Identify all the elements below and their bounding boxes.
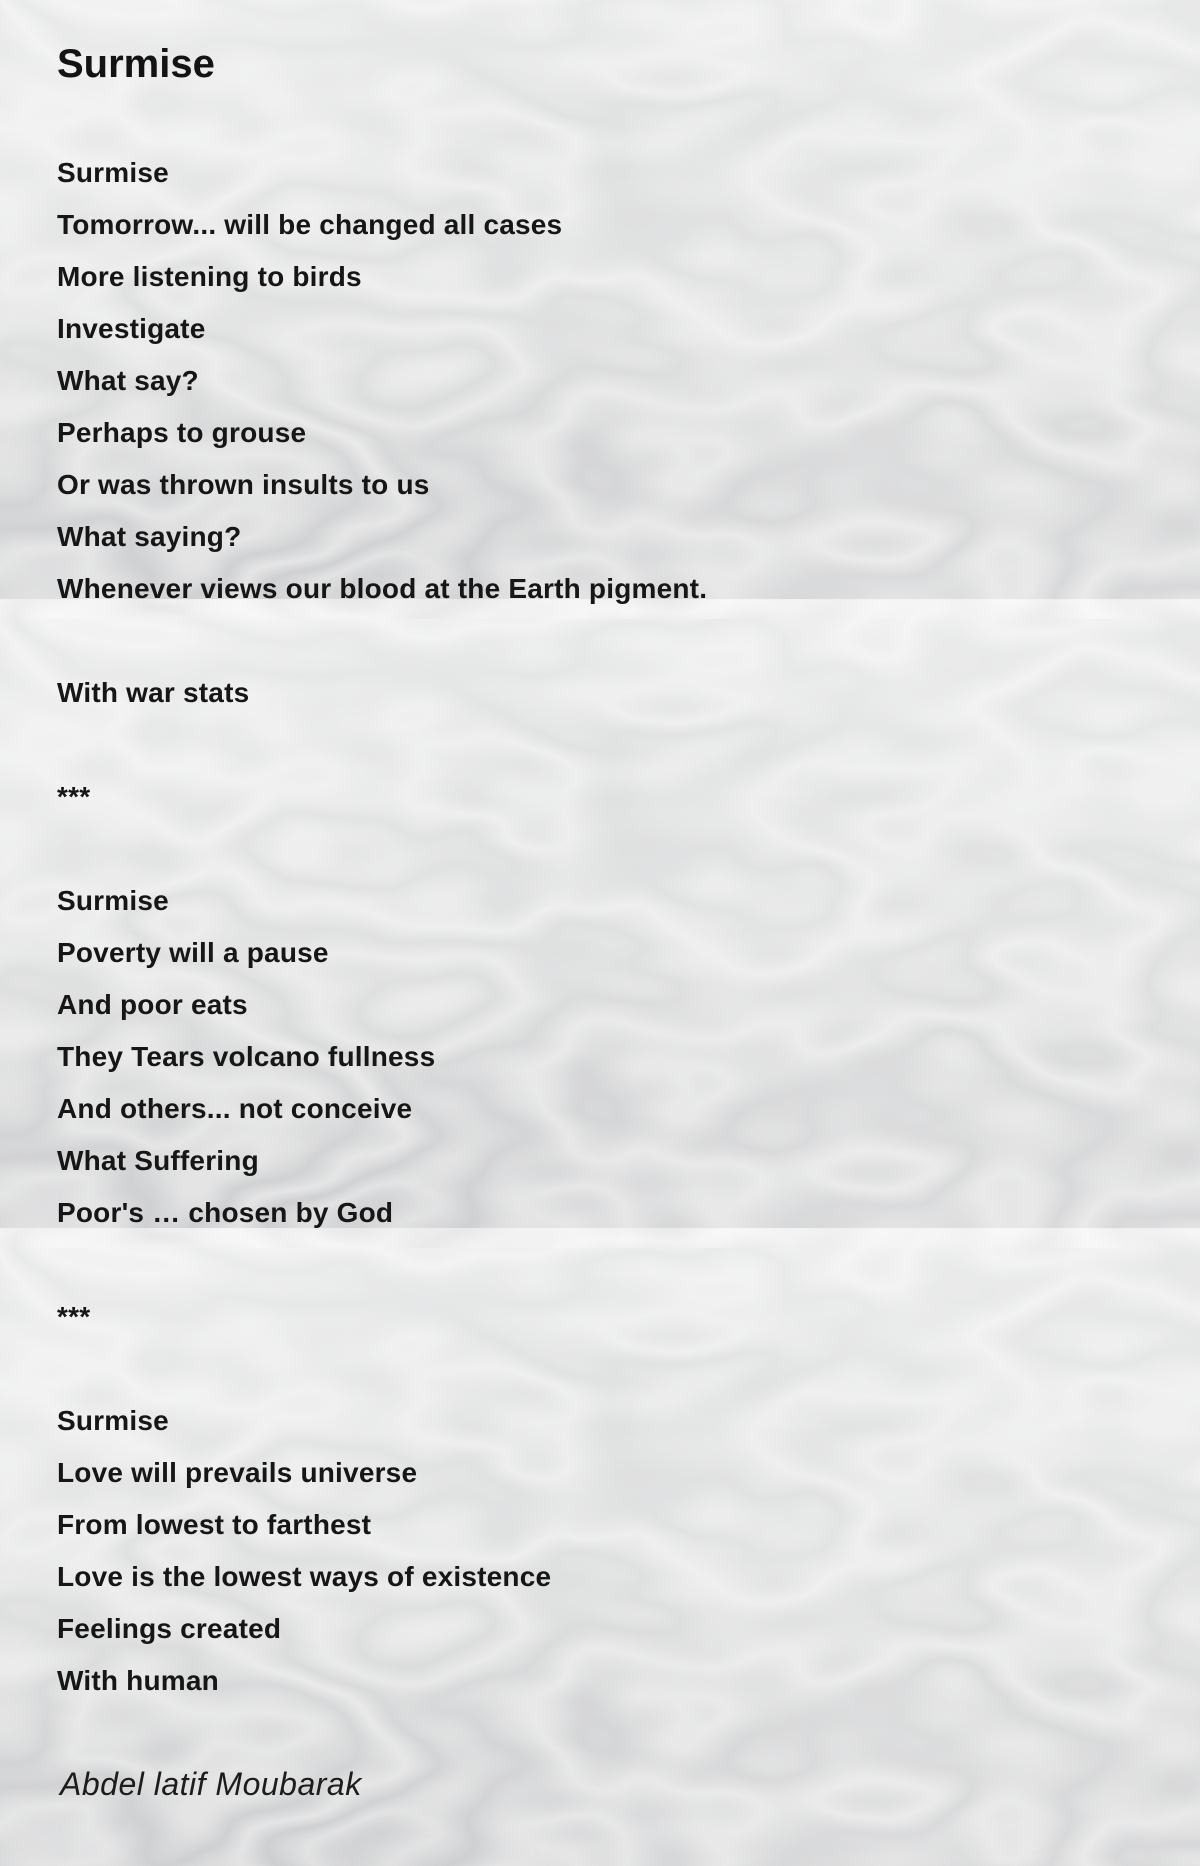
poem-line: With war stats bbox=[57, 677, 250, 708]
poem-line bbox=[57, 823, 1157, 875]
poem-line: *** bbox=[57, 781, 91, 812]
poem-line: Or was thrown insults to us bbox=[57, 469, 430, 500]
poem-line: More listening to birds bbox=[57, 261, 362, 292]
poem-line: Surmise bbox=[57, 885, 169, 916]
poem-line: From lowest to farthest bbox=[57, 1509, 372, 1540]
page-title: Surmise bbox=[57, 42, 215, 86]
poem-line bbox=[57, 615, 1157, 667]
poem-line: And poor eats bbox=[57, 989, 248, 1020]
poem-line: With human bbox=[57, 1665, 219, 1696]
poem-author: Abdel latif Moubarak bbox=[60, 1766, 362, 1802]
poem-body bbox=[57, 147, 1157, 1707]
poem-line: Poverty will a pause bbox=[57, 937, 329, 968]
poem-line: Whenever views our blood at the Earth pigment. bbox=[57, 573, 708, 604]
poem-line: Feelings created bbox=[57, 1613, 282, 1644]
poem-line: Love will prevails universe bbox=[57, 1457, 418, 1488]
poem-line: They Tears volcano fullness bbox=[57, 1041, 436, 1072]
poem-line: What say? bbox=[57, 365, 199, 396]
poem-line: Love is the lowest ways of existence bbox=[57, 1561, 552, 1592]
poem-line: What Suffering bbox=[57, 1145, 259, 1176]
poem-line: *** bbox=[57, 1301, 91, 1332]
poem-line: Perhaps to grouse bbox=[57, 417, 307, 448]
poem-line bbox=[57, 1239, 1157, 1291]
poem-line bbox=[57, 719, 1157, 771]
poem-line: And others... not conceive bbox=[57, 1093, 413, 1124]
poem-line: Poor's … chosen by God bbox=[57, 1197, 394, 1228]
poem-line: Surmise bbox=[57, 157, 169, 188]
poem-line: What saying? bbox=[57, 521, 242, 552]
poem-line bbox=[57, 1343, 1157, 1395]
poem-line: Surmise bbox=[57, 1405, 169, 1436]
poem-line: Tomorrow... will be changed all cases bbox=[57, 209, 563, 240]
poem-line: Investigate bbox=[57, 313, 206, 344]
